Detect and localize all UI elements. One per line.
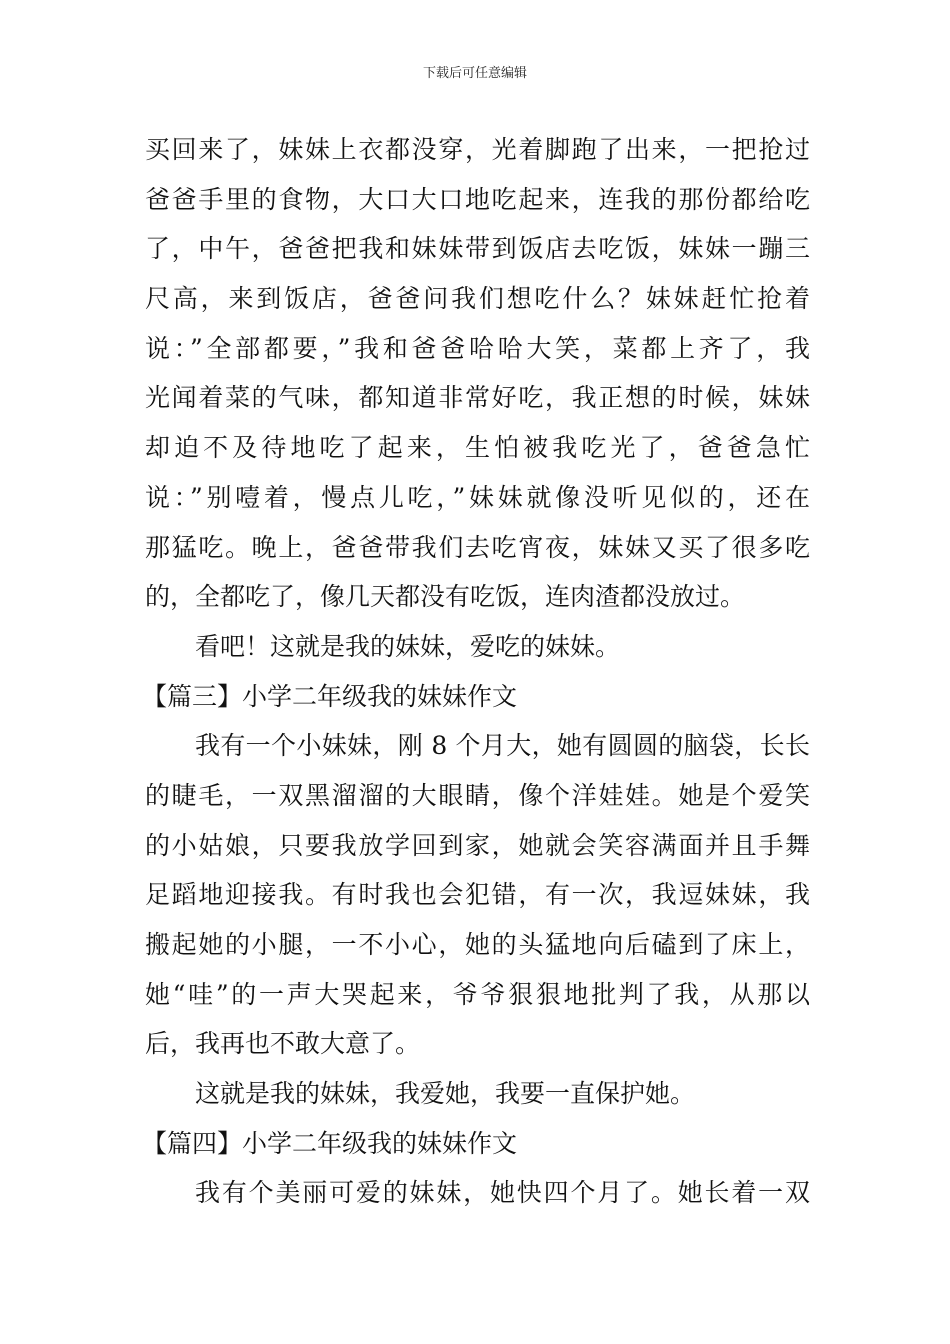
section-heading: 【篇三】小学二年级我的妹妹作文 <box>142 681 518 711</box>
document-body <box>142 125 810 1218</box>
paragraph-line: 光闻着菜的气味，都知道非常好吃，我正想的时候，妹妹 <box>145 383 810 413</box>
paragraph-line: 搬起她的小腿，一不小心，她的头猛地向后磕到了床上， <box>145 930 810 959</box>
paragraph-line: 看吧！这就是我的妹妹，爱吃的妹妹。 <box>195 631 621 661</box>
paragraph-line: 的睫毛，一双黑溜溜的大眼睛，像个洋娃娃。她是个爱笑 <box>145 780 810 810</box>
paragraph-line: 这就是我的妹妹，我爱她，我要一直保护她。 <box>195 1079 696 1109</box>
paragraph-line: 说：”别噎着，慢点儿吃，”妹妹就像没听见似的，还在 <box>145 482 810 512</box>
paragraph-line: 的小姑娘，只要我放学回到家，她就会笑容满面并且手舞 <box>145 830 810 860</box>
paragraph-line: 的，全都吃了，像几天都没有吃饭，连肉渣都没放过。 <box>145 582 746 612</box>
paragraph-line: 爸爸手里的食物，大口大口地吃起来，连我的那份都给吃 <box>145 184 810 214</box>
paragraph-line: 却迫不及待地吃了起来，生怕被我吃光了，爸爸急忙 <box>145 433 810 463</box>
paragraph-line: 那猛吃。晚上，爸爸带我们去吃宵夜，妹妹又买了很多吃 <box>145 532 810 562</box>
paragraph-line: 我有个美丽可爱的妹妹，她快四个月了。她长着一双 <box>195 1178 810 1208</box>
page-header: 下载后可任意编辑 <box>422 66 527 81</box>
paragraph-line: 说：”全部都要，”我和爸爸哈哈大笑，菜都上齐了，我 <box>145 333 810 363</box>
paragraph-line: 足蹈地迎接我。有时我也会犯错，有一次，我逗妹妹，我 <box>145 880 810 910</box>
paragraph-line: 买回来了，妹妹上衣都没穿，光着脚跑了出来，一把抢过 <box>145 135 810 164</box>
paragraph-line: 尺高，来到饭店，爸爸问我们想吃什么？妹妹赶忙抢着 <box>145 284 810 314</box>
paragraph-line: 她“哇”的一声大哭起来，爷爷狠狠地批判了我，从那以 <box>145 979 810 1009</box>
section-heading: 【篇四】小学二年级我的妹妹作文 <box>142 1128 518 1158</box>
paragraph-line: 后，我再也不敢大意了。 <box>145 1029 421 1059</box>
paragraph-line: 我有一个小妹妹，刚 8 个月大，她有圆圆的脑袋，长长 <box>195 731 810 761</box>
paragraph-line: 了，中午，爸爸把我和妹妹带到饭店去吃饭，妹妹一蹦三 <box>145 234 810 264</box>
